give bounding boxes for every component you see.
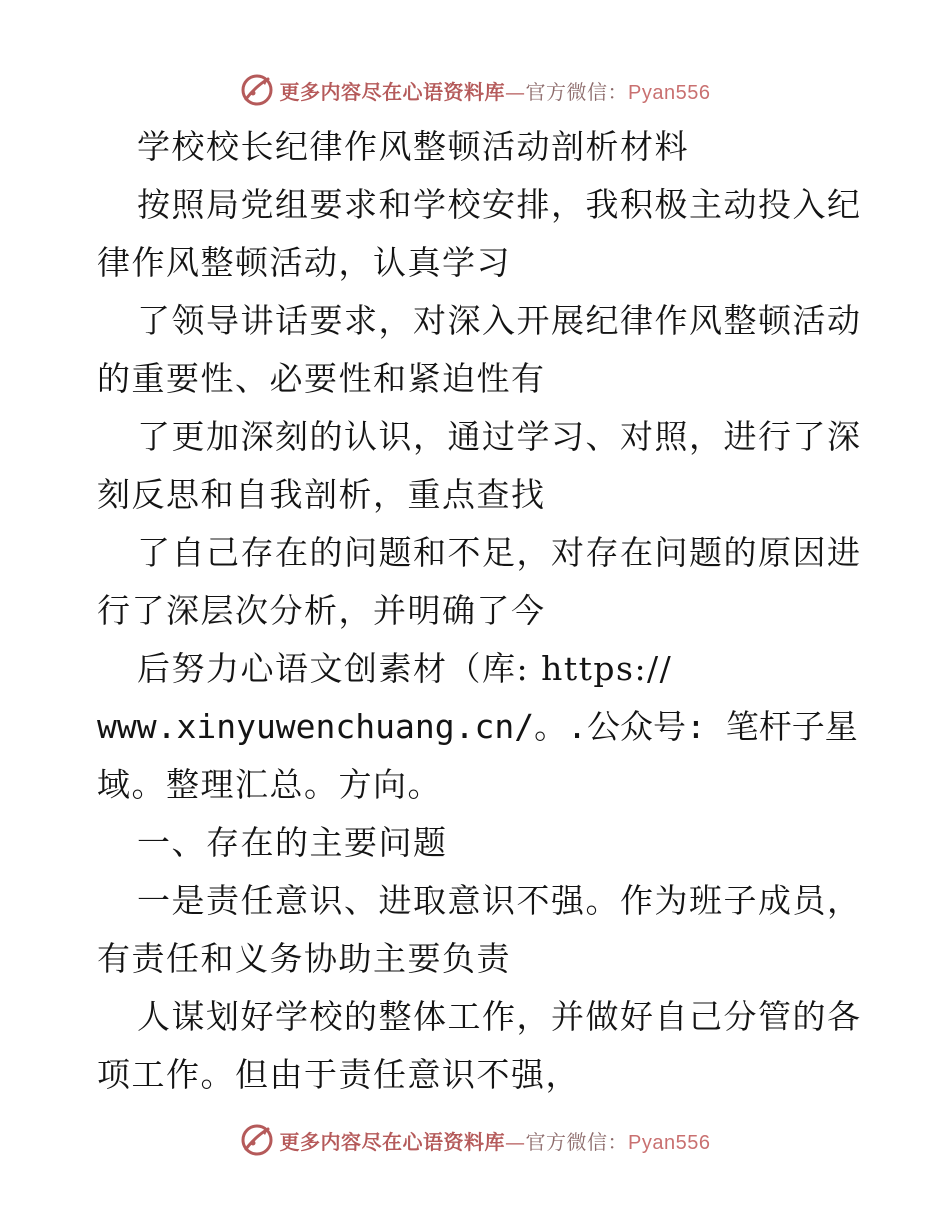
paragraph-line: 一是责任意识、进取意识不强。作为班子成员， [137,881,862,920]
banner-official-label: 官方微信： [525,79,629,104]
document-title: 学校校长纪律作风整顿活动剖析材料 [137,127,689,166]
paragraph-line: 律作风整顿活动，认真学习 [97,243,511,282]
section-heading: 一、存在的主要问题 [137,823,448,862]
banner-main-text: 更多内容尽在心语资料库 [279,1129,506,1154]
pen-logo-icon [240,73,274,107]
banner-main-text: 更多内容尽在心语资料库 [279,79,506,104]
paragraph-line: 了自己存在的问题和不足，对存在问题的原因进 [137,533,862,572]
banner-text [280,76,711,105]
header-banner[interactable] [0,70,950,110]
banner-dash: — [505,79,526,104]
paragraph-line: 域。整理汇总。方向。 [97,765,442,804]
paragraph-line: 有责任和义务协助主要负责 [97,939,511,978]
banner-text [280,1126,711,1155]
paragraph-line: 了更加深刻的认识，通过学习、对照，进行了深 [137,417,862,456]
paragraph-line: 人谋划好学校的整体工作，并做好自己分管的各 [137,997,862,1036]
banner-dash: — [505,1129,526,1154]
paragraph-line: 项工作。但由于责任意识不强， [97,1055,580,1094]
banner-official-label: 官方微信： [525,1129,629,1154]
paragraph-line: 的重要性、必要性和紧迫性有 [97,359,546,398]
pen-logo-icon [240,1123,274,1157]
banner-wechat-id: Pyan556 [628,1131,711,1154]
document-body [97,118,862,1104]
paragraph-line: 了领导讲话要求，对深入开展纪律作风整顿活动 [137,301,862,340]
banner-wechat-id: Pyan556 [628,81,711,104]
paragraph-line: www.xinyuwenchuang.cn/。.公众号: 笔杆子星 [97,707,858,746]
paragraph-line: 后努力心语文创素材（库: https:// [137,649,673,688]
paragraph-line: 按照局党组要求和学校安排，我积极主动投入纪 [137,185,862,224]
footer-banner[interactable] [0,1120,950,1160]
paragraph-line: 刻反思和自我剖析，重点查找 [97,475,546,514]
paragraph-line: 行了深层次分析，并明确了今 [97,591,546,630]
